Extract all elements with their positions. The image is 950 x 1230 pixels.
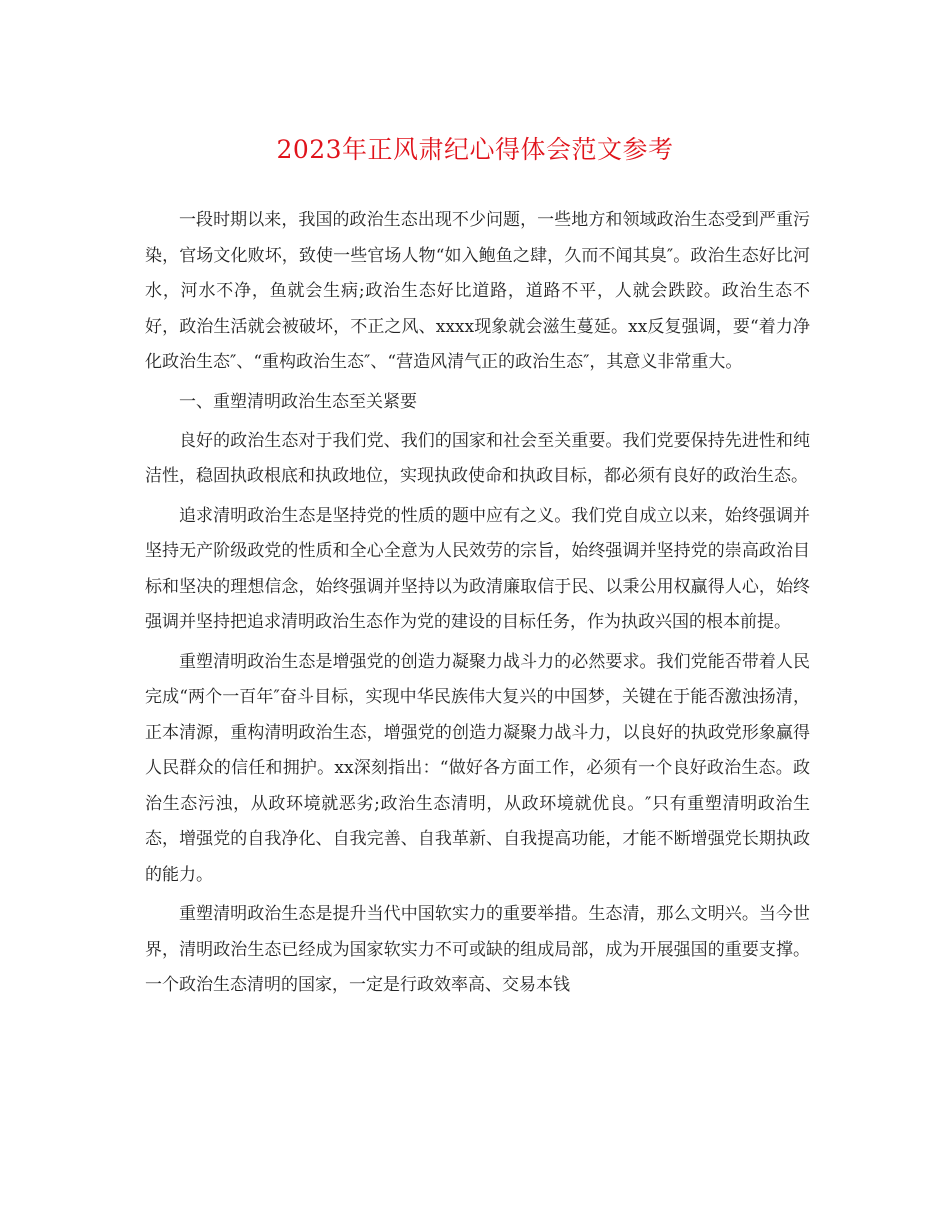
section-heading: 一、重塑清明政治生态至关紧要 [179,391,417,412]
paragraph-party-nature: 追求清明政治生态是坚持党的性质的题中应有之义。我们党自成立以来，始终强调并坚持无产阶级政党的性质和全心全意为人民效劳的宗旨，始终强调并坚持党的崇高政治目标和坚决的理想信念，始终强调并坚持以为政清廉取信于民、以秉公用权赢得人心，始终强调并坚持把追求清明政治生态作为党的建设的目标任务，作为执政兴国的根本前提。 [145,505,810,632]
paragraph-soft-power: 重塑清明政治生态是提升当代中国软实力的重要举措。生态清，那么文明兴。当今世界，清明政治生态已经成为国家软实力不可或缺的组成局部，成为开展强国的重要支撑。一个政治生态清明的国家，一定是行政效率高、交易本钱 [145,904,810,995]
paragraph-party-strength: 重塑清明政治生态是增强党的创造力凝聚力战斗力的必然要求。我们党能否带着人民完成“两个一百年″奋斗目标，实现中华民族伟大复兴的中国梦，关键在于能否激浊扬清，正本清源，重构清明政治生态，增强党的创造力凝聚力战斗力，以良好的执政党形象赢得人民群众的信任和拥护。xx深刻指出：“做好各方面工作，必须有一个良好政治生态。政治生态污浊，从政环境就恶劣;政治生态清明，从政环境就优良。″只有重塑清明政治生态，增强党的自我净化、自我完善、自我革新、自我提高功能，才能不断增强党长期执政的能力。 [145,651,810,885]
paragraph-good-ecology: 良好的政治生态对于我们党、我们的国家和社会至关重要。我们党要保持先进性和纯洁性，稳固执政根底和执政地位，实现执政使命和执政目标，都必须有良好的政治生态。 [145,430,810,486]
paragraph-intro: 一段时期以来，我国的政治生态出现不少问题，一些地方和领域政治生态受到严重污染，官场文化败坏，致使一些官场人物“如入鲍鱼之肆，久而不闻其臭″。政治生态好比河水，河水不净，鱼就会生病;政治生态好比道路，道路不平，人就会跌跤。政治生态不好，政治生活就会被破坏，不正之风、xxxx现象就会滋生蔓延。xx反复强调，要“着力净化政治生态″、“重构政治生态″、“营造风清气正的政治生态″，其意义非常重大。 [145,210,810,372]
document-body [145,203,810,1008]
document-title: 2023年正风肃纪心得体会范文参考 [276,135,674,164]
